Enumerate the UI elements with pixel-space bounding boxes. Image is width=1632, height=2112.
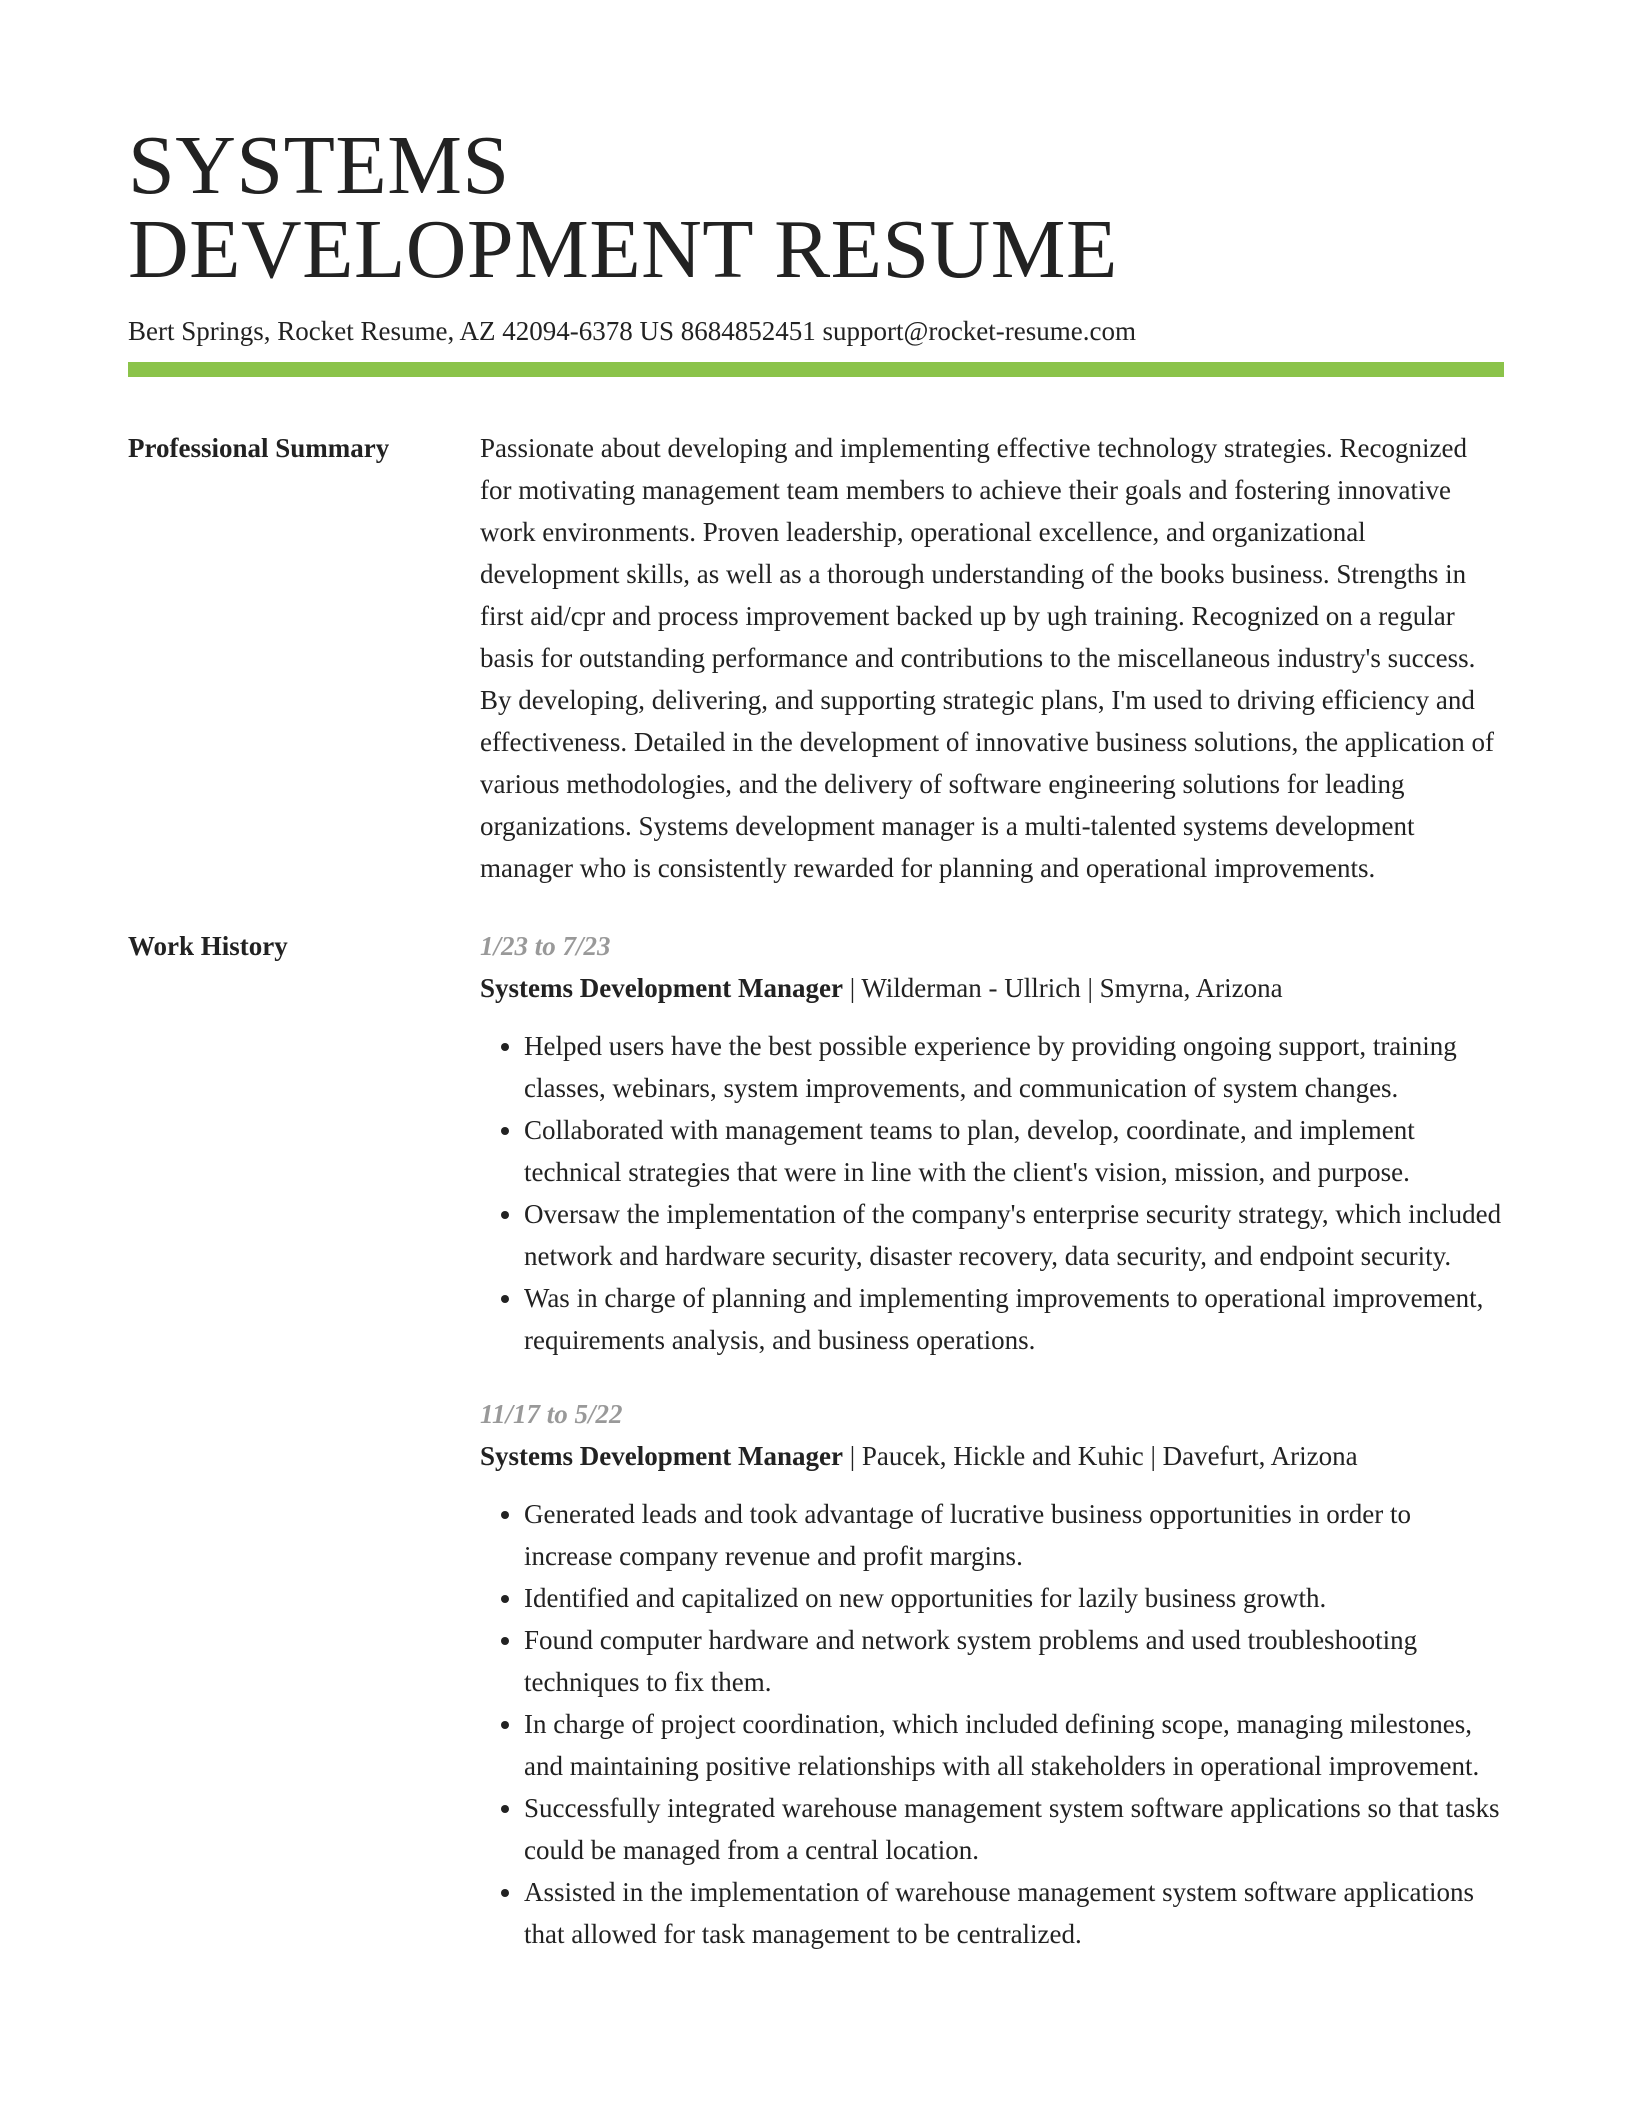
job-title: Systems Development Manager [480,973,843,1003]
resume-title-line-1: SYSTEMS [128,119,510,212]
job-bullet: • Generated leads and took advantage of lucrative business opportunities in order to increase company revenue and profit margins. [524,1493,1504,1577]
professional-summary-section [128,427,1504,889]
resume-title [128,119,1504,296]
job-bullet: • In charge of project coordination, which included defining scope, managing milestones, and maintaining positive relationships with all stakeholders in operational improvement. [524,1703,1504,1787]
job-date: 1/23 to 7/23 [480,931,611,961]
resume-page [128,119,1504,1955]
job-employer-location: | Wilderman - Ullrich | Smyrna, Arizona [842,973,1283,1003]
resume-title-line-2: DEVELOPMENT RESUME [128,203,1118,296]
job-bullet: • Assisted in the implementation of warehouse management system software applications that allowed for task management to be centralized. [524,1871,1504,1955]
job-entry [480,925,1504,1361]
contact-info: Bert Springs, Rocket Resume, AZ 42094-6378 US 8684852451 support@rocket-resume.com [128,316,1136,346]
job-employer-location: | Paucek, Hickle and Kuhic | Davefurt, Arizona [842,1441,1358,1471]
job-bullet: • Identified and capitalized on new opportunities for lazily business growth. [524,1577,1504,1619]
job-title: Systems Development Manager [480,1441,843,1471]
section-label-work-history: Work History [128,931,288,961]
job-heading [480,967,1504,1009]
job-heading [480,1435,1504,1477]
work-history-section [128,925,1504,1955]
job-bullet: • Successfully integrated warehouse management system software applications so that tasks could be managed from a central location. [524,1787,1504,1871]
job-bullet: • Was in charge of planning and implementing improvements to operational improvement, requirements analysis, and business operations. [524,1277,1504,1361]
summary-text: Passionate about developing and implementing effective technology strategies. Recognized for motivating management team members to achieve their goals and fostering innovative work environments. Proven leadership, operational excellence, and organizational development skills, as well as a thorough understanding of the books business. Strengths in first aid/cpr and process improvement backed up by ugh training. Recognized on a regular basis for outstanding performance and contributions to the miscellaneous industry's success. By developing, delivering, and supporting strategic plans, I'm used to driving efficiency and effectiveness. Detailed in the development of innovative business solutions, the application of various methodologies, and the delivery of software engineering solutions for leading organizations. Systems development manager is a multi-talented systems development manager who is consistently rewarded for planning and operational improvements. [480,433,1495,883]
job-bullet-list [480,1493,1504,1955]
job-bullet-list [480,1025,1504,1361]
job-bullet: • Helped users have the best possible experience by providing ongoing support, training classes, webinars, system improvements, and communication of system changes. [524,1025,1504,1109]
job-bullet: • Oversaw the implementation of the company's enterprise security strategy, which included network and hardware security, disaster recovery, data security, and endpoint security. [524,1193,1504,1277]
job-date: 11/17 to 5/22 [480,1399,623,1429]
section-label-summary: Professional Summary [128,433,390,463]
job-entry [480,1393,1504,1955]
job-bullet: • Collaborated with management teams to plan, develop, coordinate, and implement technical strategies that were in line with the client's vision, mission, and purpose. [524,1109,1504,1193]
job-bullet: • Found computer hardware and network system problems and used troubleshooting techniques to fix them. [524,1619,1504,1703]
accent-divider [128,362,1504,377]
